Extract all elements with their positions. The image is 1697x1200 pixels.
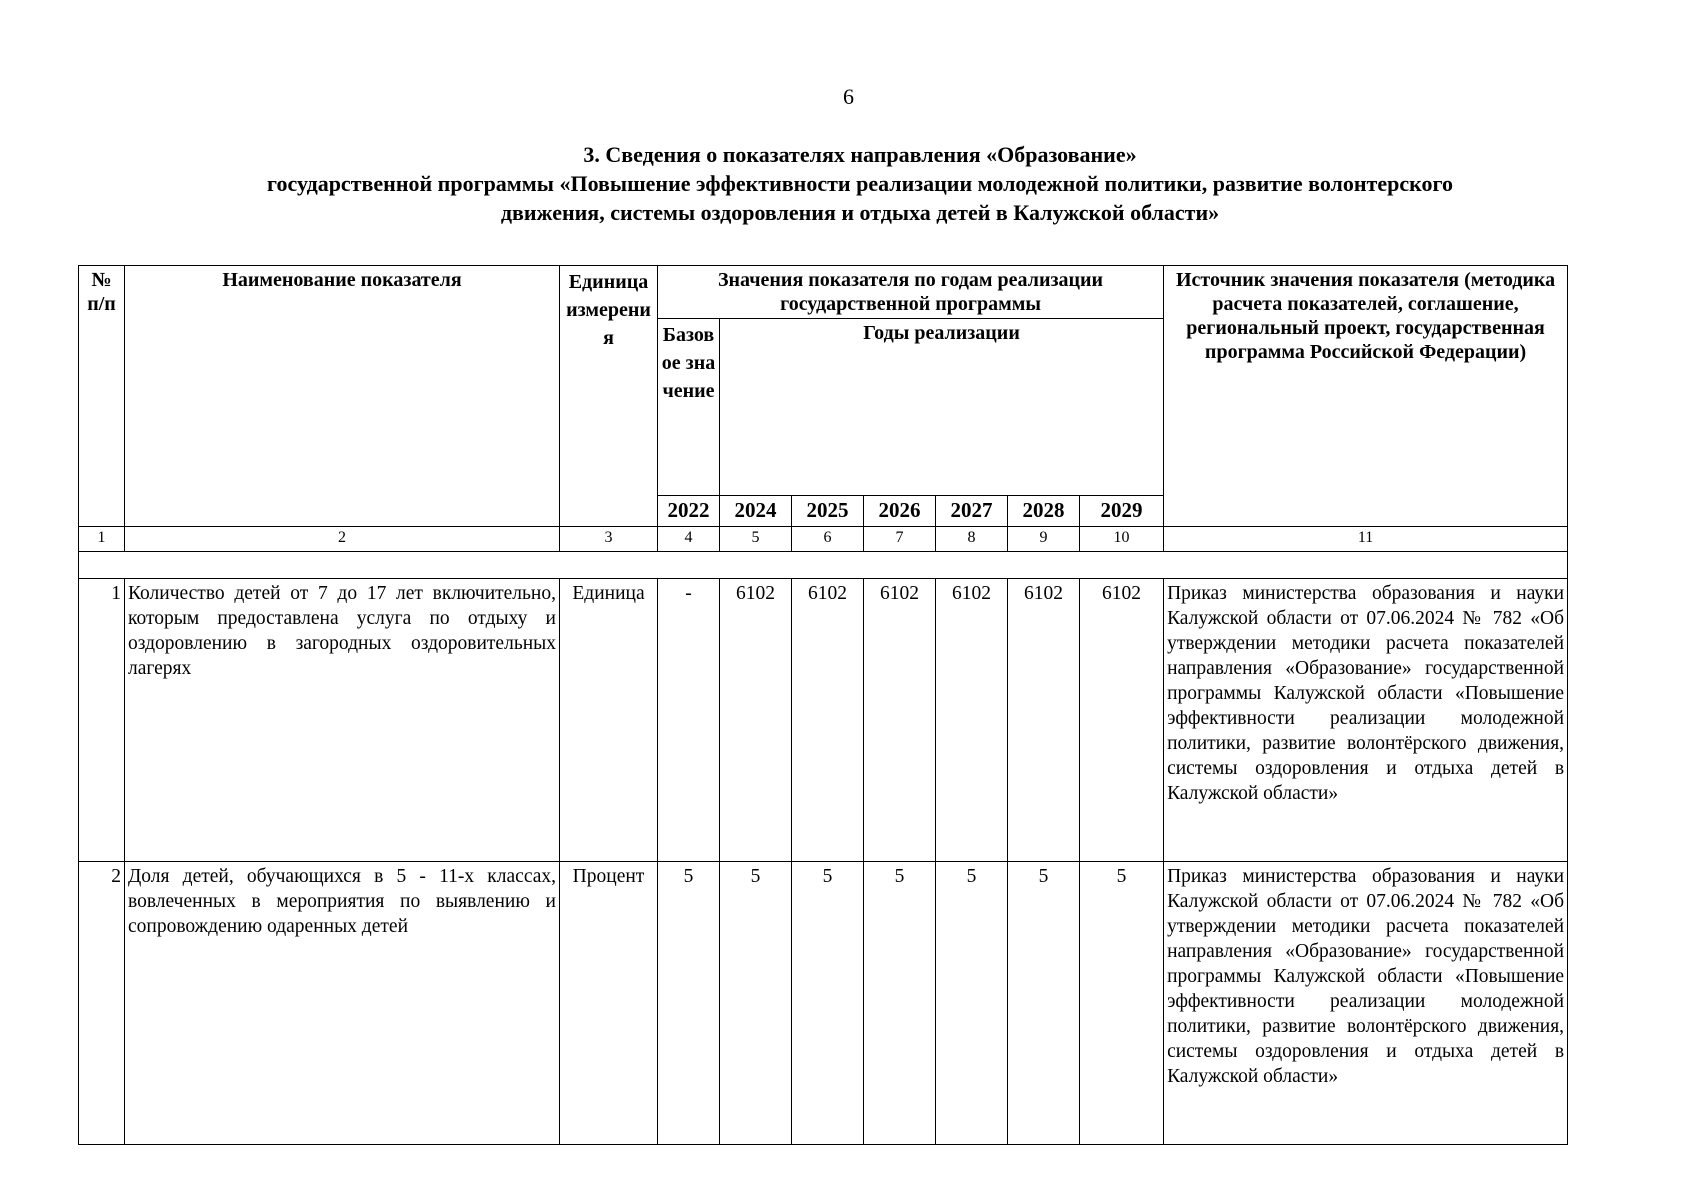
header-row-1 [79, 266, 1568, 319]
table-row [79, 579, 1568, 862]
year-value: 5 [720, 862, 792, 1145]
year-value: 6102 [720, 579, 792, 862]
indicator-unit: Единица [560, 579, 658, 862]
year-value: 5 [1080, 862, 1164, 1145]
column-number: 1 [79, 527, 125, 552]
indicator-name: Доля детей, обучающихся в 5 - 11-х классах, вовлеченных в мероприятия по выявлению и сопровождению одаренных детей [125, 862, 560, 1145]
header-name: Наименование показателя [125, 266, 560, 527]
table-row [79, 862, 1568, 1145]
indicator-name: Количество детей от 7 до 17 лет включительно, которым предоставлена услуга по отдыху и оздоровлению в загородных оздоровительных лагерях [125, 579, 560, 862]
indicator-source: Приказ министерства образования и науки Калужской области от 07.06.2024 № 782 «Об утверждении методики расчета показателей направления «Образование» государственной программы Калужской области «Повышение эффективности реализации молодежной политики, развитие волонтёрского движения, системы оздоровления и отдыха детей в Калужской области» [1164, 862, 1568, 1145]
year-value: 6102 [792, 579, 864, 862]
year-value: 6102 [1008, 579, 1080, 862]
header-source: Источник значения показателя (методика расчета показателей, соглашение, региональный проект, государственная программа Российской Федерации) [1164, 266, 1568, 527]
year-cell: 2024 [720, 496, 792, 527]
column-number: 2 [125, 527, 560, 552]
column-number: 11 [1164, 527, 1568, 552]
header-num: № п/п [79, 266, 125, 527]
header-values-group: Значения показателя по годам реализации государственной программы [658, 266, 1164, 319]
title-line-1: 3. Сведения о показателях направления «Образование» [583, 142, 1137, 167]
column-number: 4 [658, 527, 720, 552]
base-value: 5 [658, 862, 720, 1145]
column-number: 9 [1008, 527, 1080, 552]
column-number: 7 [864, 527, 936, 552]
year-cell: 2027 [936, 496, 1008, 527]
row-number: 2 [79, 862, 125, 1145]
year-cell: 2025 [792, 496, 864, 527]
year-value: 6102 [1080, 579, 1164, 862]
header-base: Базовое значение [658, 319, 720, 496]
column-numbers-row [79, 527, 1568, 552]
header-unit: Единица измерения [560, 266, 658, 527]
year-value: 5 [792, 862, 864, 1145]
year-value: 5 [1008, 862, 1080, 1145]
indicators-table [78, 265, 1568, 1145]
indicator-unit: Процент [560, 862, 658, 1145]
spacer-row [79, 552, 1568, 579]
indicator-source: Приказ министерства образования и науки Калужской области от 07.06.2024 № 782 «Об утверждении методики расчета показателей направления «Образование» государственной программы Калужской области «Повышение эффективности реализации молодежной политики, развитие волонтёрского движения, системы оздоровления и отдыха детей в Калужской области» [1164, 579, 1568, 862]
column-number: 10 [1080, 527, 1164, 552]
column-number: 3 [560, 527, 658, 552]
row-number: 1 [79, 579, 125, 862]
title-line-2: государственной программы «Повышение эффективности реализации молодежной политики, развитие волонтерского [267, 171, 1453, 196]
column-number: 6 [792, 527, 864, 552]
year-value: 6102 [936, 579, 1008, 862]
header-years-group: Годы реализации [720, 319, 1164, 496]
document-title [110, 140, 1610, 227]
year-cell: 2029 [1080, 496, 1164, 527]
year-cell: 2026 [864, 496, 936, 527]
year-value: 5 [864, 862, 936, 1145]
year-value: 6102 [864, 579, 936, 862]
column-number: 5 [720, 527, 792, 552]
spacer-cell [79, 552, 1568, 579]
page-number: 6 [843, 84, 854, 109]
column-number: 8 [936, 527, 1008, 552]
base-value: - [658, 579, 720, 862]
year-cell: 2022 [658, 496, 720, 527]
year-value: 5 [936, 862, 1008, 1145]
title-line-3: движения, системы оздоровления и отдыха детей в Калужской области» [500, 200, 1220, 225]
year-cell: 2028 [1008, 496, 1080, 527]
